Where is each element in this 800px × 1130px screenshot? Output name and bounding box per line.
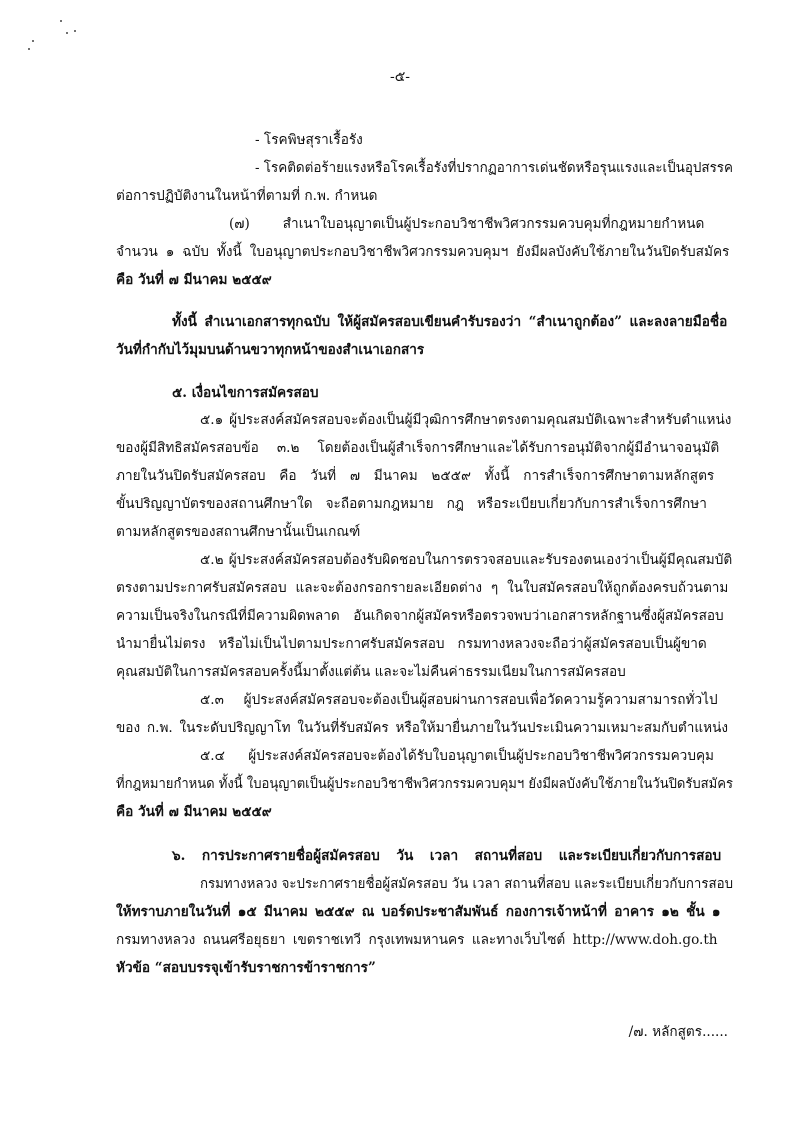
scan-specks [22,18,82,58]
text-line: (๗) สำเนาใบอนุญาตเป็นผู้ประกอบวิชาชีพวิศวกรรมควบคุมที่กฎหมายกำหนด [229,216,705,232]
text-line: ตรงตามประกาศรับสมัครสอบ และจะต้องกรอกรายละเอียดต่าง ๆ ในใบสมัครสอบให้ถูกต้องครบถ้วนตาม [116,580,729,596]
text-line: ทั้งนี้ สำเนาเอกสารทุกฉบับ ให้ผู้สมัครสอบเขียนคำรับรองว่า “สำเนาถูกต้อง” และลงลายมือชื่อ [172,314,728,330]
text-line: จำนวน ๑ ฉบับ ทั้งนี้ ใบอนุญาตประกอบวิชาชีพวิศวกรรมควบคุมฯ ยังมีผลบังคับใช้ภายในวันปิดรับสมัคร [116,244,730,260]
text-line: ภายในวันปิดรับสมัครสอบ คือ วันที่ ๗ มีนาคม ๒๕๕๙ ทั้งนี้ การสำเร็จการศึกษาตามหลักสูตร [116,468,715,484]
text-line: ๕.๒ ผู้ประสงค์สมัครสอบต้องรับผิดชอบในการตรวจสอบและรับรองตนเองว่าเป็นผู้มีคุณสมบัติ [200,552,733,568]
text-line: กรมทางหลวง ถนนศรีอยุธยา เขตราชเทวี กรุงเทพมหานคร และทางเว็บไซต์ http://www.doh.go.th [116,932,718,948]
text-line: ขั้นปริญญาบัตรของสถานศึกษาใด จะถือตามกฎหมาย กฎ หรือระเบียบเกี่ยวกับการสำเร็จการศึกษา [116,496,707,512]
continuation-footer: /๗. หลักสูตร...... [628,1024,728,1040]
text-line: ๖. การประกาศรายชื่อผู้สมัครสอบ วัน เวลา สถานที่สอบ และระเบียบเกี่ยวกับการสอบ [172,848,722,864]
text-line: ตามหลักสูตรของสถานศึกษานั้นเป็นเกณฑ์ [116,524,361,540]
text-line: - โรคติดต่อร้ายแรงหรือโรคเรื้อรังที่ปรากฏอาการเด่นชัดหรือรุนแรงและเป็นอุปสรรค [255,160,733,176]
text-line: - โรคพิษสุราเรื้อรัง [255,132,363,148]
text-line: ของ ก.พ. ในระดับปริญญาโท ในวันที่รับสมัคร หรือให้มายื่นภายในวันประเมินความเหมาะสมกับตำแหน่ง [116,720,729,736]
text-line: ให้ทราบภายในวันที่ ๑๕ มีนาคม ๒๕๕๙ ณ บอร์ดประชาสัมพันธ์ กองการเจ้าหน้าที่ อาคาร ๑๒ ชั้น ๑ [116,904,721,920]
text-line: ของผู้มีสิทธิสมัครสอบข้อ ๓.๒ โดยต้องเป็นผู้สำเร็จการศึกษาและได้รับการอนุมัติจากผู้มีอำนาจอนุมัติ [116,440,720,456]
text-line: คือ วันที่ ๗ มีนาคม ๒๕๕๙ [116,272,272,288]
text-line: ต่อการปฏิบัติงานในหน้าที่ตามที่ ก.พ. กำหนด [116,188,378,204]
text-line: ๕.๑ ผู้ประสงค์สมัครสอบจะต้องเป็นผู้มีวุฒิการศึกษาตรงตามคุณสมบัติเฉพาะสำหรับตำแหน่ง [200,412,732,428]
text-line: ๕.๓ ผู้ประสงค์สมัครสอบจะต้องเป็นผู้สอบผ่านการสอบเพื่อวัดความรู้ความสามารถทั่วไป [200,692,718,708]
text-line: หัวข้อ “สอบบรรจุเข้ารับราชการข้าราชการ” [116,960,376,976]
text-line: คือ วันที่ ๗ มีนาคม ๒๕๕๙ [116,804,272,820]
text-line: ที่กฎหมายกำหนด ทั้งนี้ ใบอนุญาตเป็นผู้ประกอบวิชาชีพวิศวกรรมควบคุมฯ ยังมีผลบังคับใช้ภายในวันปิดรับสมัคร [116,776,733,792]
text-line: นำมายื่นไม่ตรง หรือไม่เป็นไปตามประกาศรับสมัครสอบ กรมทางหลวงจะถือว่าผู้สมัครสอบเป็นผู้ขาด [116,636,707,652]
text-line: วันที่กำกับไว้มุมบนด้านขวาทุกหน้าของสำเนาเอกสาร [116,342,425,358]
text-line: คุณสมบัติในการสมัครสอบครั้งนี้มาตั้งแต่ต้น และจะไม่คืนค่าธรรมเนียมในการสมัครสอบ [116,664,626,680]
text-line: ๕. เงื่อนไขการสมัครสอบ [172,385,319,401]
text-line: ความเป็นจริงในกรณีที่มีความผิดพลาด อันเกิดจากผู้สมัครหรือตรวจพบว่าเอกสารหลักฐานซึ่งผู้สมัครสอบ [116,608,724,624]
text-line: กรมทางหลวง จะประกาศรายชื่อผู้สมัครสอบ วัน เวลา สถานที่สอบ และระเบียบเกี่ยวกับการสอบ [200,876,733,892]
text-line: ๕.๔ ผู้ประสงค์สมัครสอบจะต้องได้รับใบอนุญาตเป็นผู้ประกอบวิชาชีพวิศวกรรมควบคุม [200,748,715,764]
page-number: -๕- [389,69,411,85]
